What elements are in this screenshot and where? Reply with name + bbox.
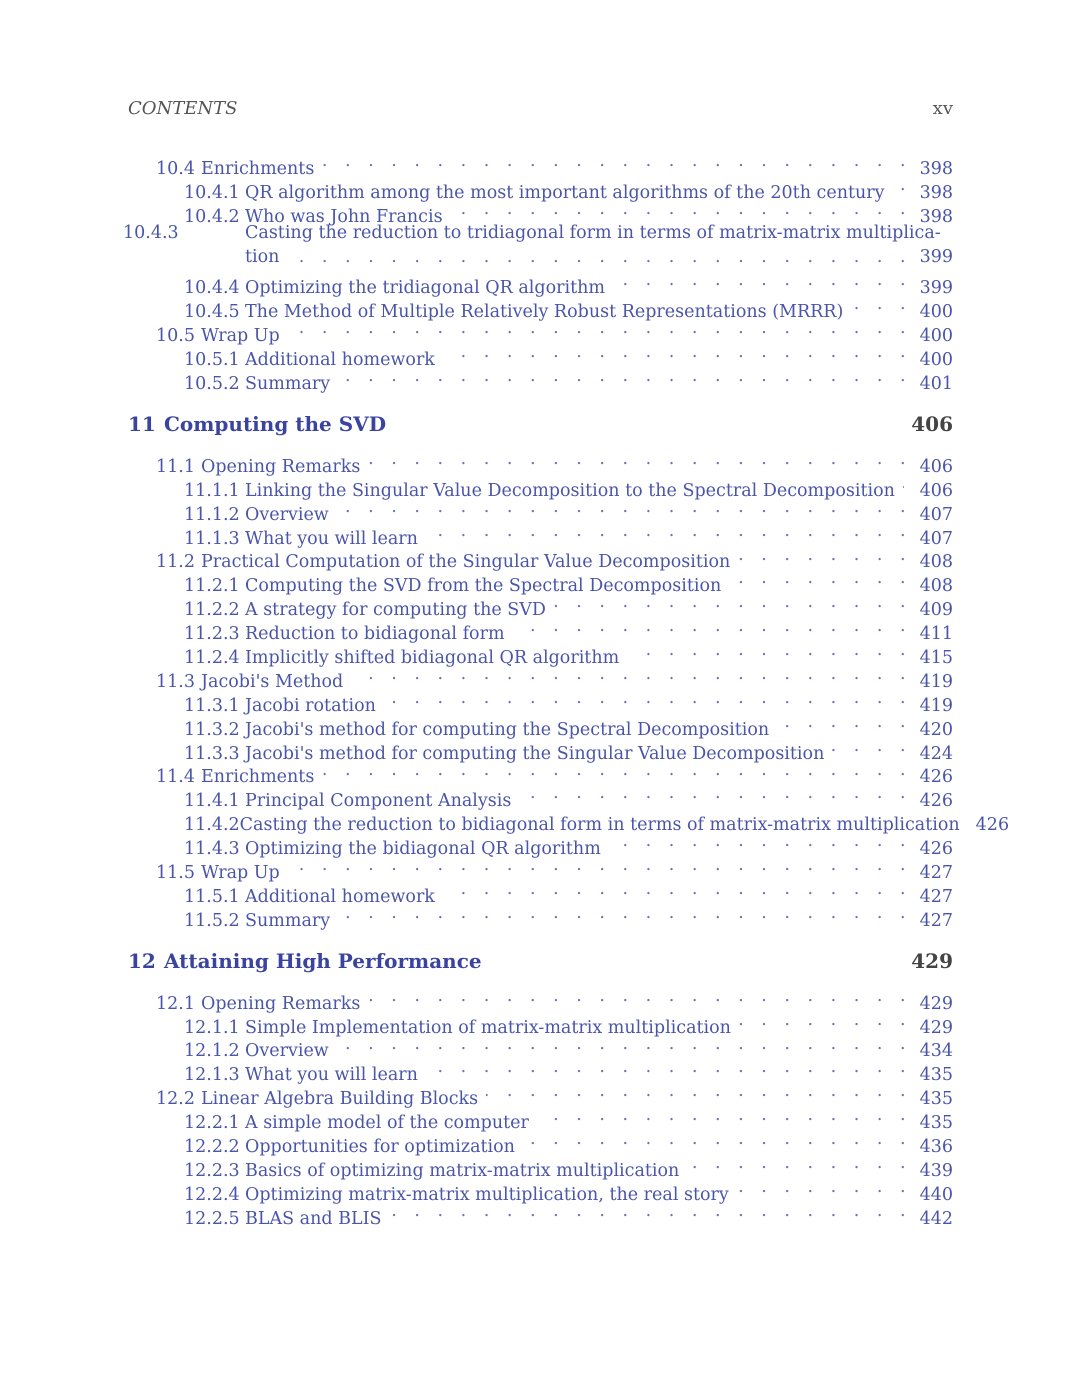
toc-entry-label[interactable]: Opening Remarks	[201, 456, 361, 477]
toc-entry-number: 11.1	[156, 456, 195, 477]
toc-entry-number: 11.2.2	[184, 600, 240, 621]
toc-entry-label[interactable]: BLAS and BLIS	[245, 1208, 382, 1229]
leader-dots	[537, 1104, 912, 1128]
toc-entry-label[interactable]: Casting the reduction to tridiagonal form in terms of matrix-matrix multiplica-	[245, 222, 941, 243]
toc-entry-page[interactable]: 442	[919, 1208, 953, 1229]
toc-entry-page[interactable]: 434	[919, 1041, 953, 1062]
toc-entry-line	[184, 246, 953, 270]
toc-entry-number: 10.4.3	[123, 222, 179, 243]
leader-dots	[337, 496, 912, 520]
toc-entry-page[interactable]: 419	[919, 671, 953, 692]
leader-dots	[384, 687, 912, 711]
leader-dots	[426, 520, 912, 544]
toc-entry-number: 11.3.1	[184, 695, 240, 716]
toc-entry-label[interactable]: What you will learn	[245, 528, 418, 549]
toc-entry-label[interactable]: Additional homework	[245, 886, 435, 907]
toc-entry-label[interactable]: Jacobi's method for computing the Spectral Decomposition	[245, 719, 770, 740]
toc-entry-label[interactable]: Summary	[245, 910, 331, 931]
leader-dots	[627, 639, 911, 663]
toc-entry-page[interactable]: 406	[919, 456, 953, 477]
toc-entry-page[interactable]: 399	[919, 278, 953, 299]
toc-entry-label[interactable]: Summary	[245, 373, 331, 394]
leader-dots	[903, 472, 912, 496]
toc-entry-number: 11.1.2	[184, 504, 240, 525]
toc-entry-page[interactable]: 427	[919, 862, 953, 883]
toc-entry-label[interactable]: Linking the Singular Value Decomposition to the Spectral Decomposition	[245, 480, 895, 501]
toc-entry-number: 11.5	[156, 862, 195, 883]
leader-dots	[513, 615, 912, 639]
toc-entry-number: 12.1.2	[184, 1041, 240, 1062]
toc-entry-label[interactable]: Optimizing the tridiagonal QR algorithm	[245, 278, 605, 299]
toc-entry-label[interactable]: Wrap Up	[201, 862, 280, 883]
toc-entry-page[interactable]: 408	[919, 552, 953, 573]
toc-entry-page[interactable]: 409	[919, 600, 953, 621]
toc-entry-number: 12.2.2	[184, 1137, 240, 1157]
toc-entry-number: 10.4.2	[184, 206, 240, 227]
leader-dots	[738, 544, 911, 568]
leader-dots	[368, 985, 911, 1009]
leader-dots	[519, 782, 911, 806]
toc-entry-page[interactable]: 398	[919, 182, 953, 203]
toc-entry-label[interactable]: A strategy for computing the SVD	[245, 600, 546, 621]
toc-entry-number: 10.4.1	[184, 182, 240, 203]
toc-entry-number: 11.3	[156, 671, 195, 692]
toc-entry-label[interactable]: Linear Algebra Building Blocks	[201, 1089, 479, 1110]
toc-entry-page[interactable]: 429	[919, 993, 953, 1014]
toc-entry[interactable]	[123, 222, 953, 270]
toc-entry-number: 11.5.2	[184, 910, 240, 931]
leader-dots	[338, 365, 911, 389]
toc-entry-number: 10.4	[156, 158, 195, 179]
leader-dots	[523, 1128, 912, 1152]
toc-entry-number: 11.2.1	[184, 576, 240, 597]
toc-entry-page[interactable]: 426	[975, 815, 1010, 836]
toc-entry-label[interactable]: QR algorithm among the most important algorithms of the 20th century	[245, 182, 885, 203]
leader-dots	[893, 174, 912, 198]
table-of-contents	[123, 150, 1010, 1229]
chapter-page[interactable]: 429	[911, 948, 953, 973]
toc-entry-number: 12.2.5	[184, 1208, 240, 1229]
leader-dots	[287, 246, 911, 270]
toc-entry-page[interactable]: 398	[919, 158, 953, 179]
toc-entry-label[interactable]: Casting the reduction to bidiagonal form in terms of matrix-matrix multiplication	[239, 815, 960, 836]
toc-entry-page[interactable]: 400	[919, 302, 953, 323]
toc-entry-label[interactable]: Jacobi rotation	[245, 695, 376, 716]
toc-entry-page[interactable]: 420	[919, 719, 953, 740]
leader-dots	[737, 1176, 912, 1200]
toc-entry-page[interactable]: 419	[919, 695, 953, 716]
toc-entry-label[interactable]: Optimizing the bidiagonal QR algorithm	[245, 839, 601, 860]
toc-chapter[interactable]	[128, 948, 953, 974]
toc-entry-number: 12.1	[156, 993, 195, 1014]
toc-entry-label[interactable]: Overview	[245, 1041, 329, 1062]
toc-entry-label[interactable]: Basics of optimizing matrix-matrix multiplication	[245, 1160, 680, 1181]
toc-entry-number: 10.5.1	[184, 350, 240, 371]
toc-entry-label[interactable]: The Method of Multiple Relatively Robust Representations (MRRR)	[245, 302, 844, 323]
toc-entry[interactable]	[128, 269, 953, 299]
leader-dots	[739, 1009, 912, 1033]
leader-dots	[451, 198, 912, 222]
toc-entry-page[interactable]: 426	[919, 839, 953, 860]
toc-entry[interactable]	[128, 150, 953, 179]
toc-entry-number: 11.2.3	[184, 624, 240, 645]
leader-dots	[613, 269, 912, 293]
toc-entry-page[interactable]: 407	[919, 528, 953, 549]
toc-entry-label[interactable]: A simple model of the computer	[245, 1113, 529, 1134]
toc-chapter[interactable]	[128, 411, 953, 437]
toc-entry-label[interactable]: Computing the SVD from the Spectral Decomposition	[245, 576, 722, 597]
chapter-number: 12	[128, 948, 156, 973]
toc-entry-number: 12.2.1	[184, 1113, 240, 1134]
toc-entry-number: 11.1.3	[184, 528, 240, 549]
toc-entry-page[interactable]: 400	[919, 326, 953, 347]
leader-dots	[832, 735, 911, 759]
toc-entry-number: 10.4.5	[184, 302, 240, 323]
toc-entry-number: 12.1.1	[184, 1017, 240, 1038]
toc-entry-page[interactable]: 427	[919, 886, 953, 907]
leader-dots	[338, 902, 911, 926]
toc-entry-number: 11.2	[156, 552, 195, 573]
toc-entry-page[interactable]: 408	[919, 576, 953, 597]
toc-entry-label[interactable]: Practical Computation of the Singular Value Decomposition	[201, 552, 731, 573]
toc-entry-number: 10.5	[156, 326, 195, 347]
running-head-title: CONTENTS	[128, 98, 238, 119]
leader-dots	[322, 150, 911, 174]
leader-dots	[322, 759, 911, 783]
toc-entry-label[interactable]: Wrap Up	[201, 326, 280, 347]
leader-dots	[288, 854, 912, 878]
toc-entry-label[interactable]: Additional homework	[245, 350, 435, 371]
toc-entry-number: 11.2.4	[184, 647, 240, 668]
toc-entry-label[interactable]: Who was John Francis	[245, 206, 443, 227]
toc-entry-page[interactable]: 415	[919, 647, 953, 668]
leader-dots	[687, 1152, 911, 1176]
leader-dots	[486, 1080, 911, 1104]
toc-entry-line	[123, 222, 953, 246]
toc-entry-page[interactable]: 435	[919, 1113, 953, 1134]
leader-dots	[443, 341, 912, 365]
toc-entry-label[interactable]: Jacobi's Method	[201, 671, 344, 692]
toc-entry-page[interactable]: 398	[919, 206, 953, 227]
toc-entry[interactable]	[128, 448, 953, 477]
toc-entry-page[interactable]: 429	[919, 1017, 953, 1038]
running-head	[128, 98, 953, 119]
leader-dots	[351, 663, 911, 687]
toc-entry-number: 10.4.4	[184, 278, 240, 299]
toc-entry-label[interactable]: Enrichments	[201, 158, 315, 179]
toc-entry[interactable]	[128, 985, 953, 1014]
toc-entry-label[interactable]: Simple Implementation of matrix-matrix multiplication	[245, 1017, 731, 1038]
toc-entry-page[interactable]: 406	[919, 480, 953, 501]
toc-entry-label[interactable]: What you will learn	[245, 1065, 418, 1086]
toc-entry-page[interactable]: 400	[919, 350, 953, 371]
toc-entry-number: 12.2	[156, 1089, 195, 1110]
leader-dots	[729, 567, 911, 591]
toc-entry-page[interactable]: 424	[919, 743, 953, 764]
toc-entry-number: 12.1.3	[184, 1065, 240, 1086]
leader-dots	[609, 830, 912, 854]
toc-entry-page[interactable]: 436	[919, 1137, 953, 1157]
toc-entry-label[interactable]: Jacobi's method for computing the Singular Value Decomposition	[245, 743, 825, 764]
toc-entry-page[interactable]: 435	[919, 1065, 953, 1086]
toc-entry-label[interactable]: Reduction to bidiagonal form	[245, 624, 505, 645]
toc-entry-label[interactable]: Implicitly shifted bidiagonal QR algorithm	[245, 647, 620, 668]
toc-entry-number: 11.4.3	[184, 839, 240, 860]
chapter-title[interactable]: Attaining High Performance	[164, 948, 482, 973]
leader-dots	[288, 317, 912, 341]
leader-dots	[851, 293, 911, 317]
toc-entry-page[interactable]: 401	[919, 373, 953, 394]
toc-entry-page[interactable]: 439	[919, 1160, 953, 1181]
toc-entry-page[interactable]: 407	[919, 504, 953, 525]
toc-entry-number: 11.1.1	[184, 480, 240, 501]
toc-entry-number: 10.5.2	[184, 373, 240, 394]
toc-entry-number: 11.3.2	[184, 719, 240, 740]
toc-entry-number: 11.5.1	[184, 886, 240, 907]
toc-entry-label[interactable]: Enrichments	[201, 767, 315, 788]
leader-dots	[554, 591, 912, 615]
leader-dots	[368, 448, 911, 472]
toc-entry-label[interactable]: Opening Remarks	[201, 993, 361, 1014]
chapter-page[interactable]: 406	[911, 411, 953, 436]
toc-entry-label[interactable]: Overview	[245, 504, 329, 525]
toc-entry-label[interactable]: Opportunities for optimization	[245, 1137, 515, 1157]
chapter-number: 11	[128, 411, 156, 436]
leader-dots	[390, 1200, 912, 1224]
leader-dots	[426, 1056, 912, 1080]
toc-entry-page[interactable]: 411	[919, 624, 953, 645]
toc-entry-page[interactable]: 426	[919, 791, 953, 812]
toc-entry-number: 11.3.3	[184, 743, 240, 764]
toc-entry-number: 12.2.4	[184, 1184, 240, 1205]
chapter-title[interactable]: Computing the SVD	[164, 411, 387, 436]
toc-entry-label[interactable]: Principal Component Analysis	[245, 791, 512, 812]
toc-entry-number: 11.4	[156, 767, 195, 788]
toc-entry-page[interactable]: 440	[919, 1184, 953, 1205]
toc-entry-page[interactable]: 435	[919, 1089, 953, 1110]
toc-entry-page[interactable]: 399	[919, 246, 953, 267]
leader-dots	[337, 1033, 912, 1057]
toc-entry-label[interactable]: tion	[245, 246, 280, 267]
running-head-page-number: xv	[932, 98, 953, 119]
toc-entry-page[interactable]: 427	[919, 910, 953, 931]
leader-dots	[777, 711, 911, 735]
toc-entry-page[interactable]: 426	[919, 767, 953, 788]
toc-entry-number: 11.4.1	[184, 791, 240, 812]
toc-entry-number: 12.2.3	[184, 1160, 240, 1181]
toc-entry-number: 11.4.2	[184, 815, 240, 836]
toc-entry-label[interactable]: Optimizing matrix-matrix multiplication, the real story	[245, 1184, 729, 1205]
leader-dots	[443, 878, 912, 902]
